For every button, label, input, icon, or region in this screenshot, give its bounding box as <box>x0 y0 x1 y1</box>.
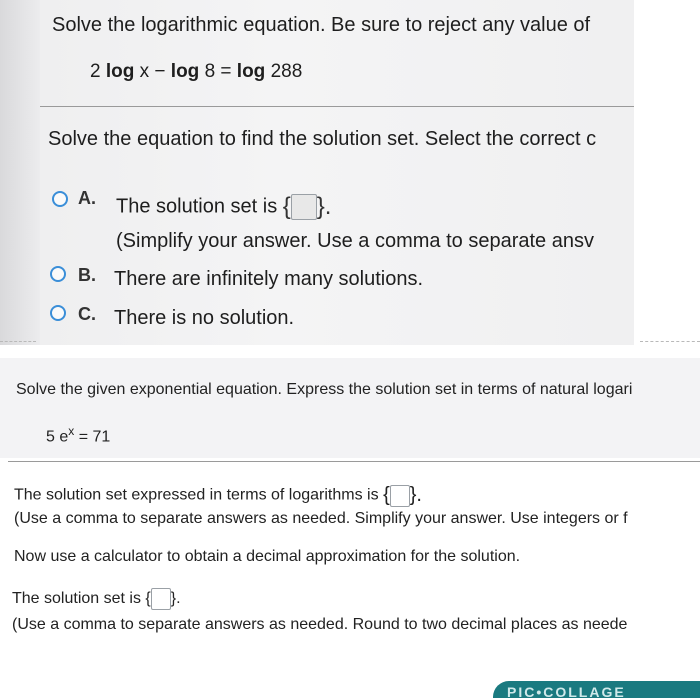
eq-x: x <box>134 61 150 82</box>
screen-right-edge <box>634 0 700 345</box>
decimal-answer-box[interactable] <box>151 588 171 610</box>
eq2-rhs: = 71 <box>74 428 111 446</box>
decimal-answer-note: (Use a comma to separate answers as needed. Round to two decimal places as neede <box>12 616 628 633</box>
brace-open: { <box>282 193 291 220</box>
decimal-answer-line <box>12 588 181 610</box>
dashed-separator-left <box>0 341 36 342</box>
eq2-exponent: x <box>68 424 75 438</box>
problem-2-instruction: Solve the given exponential equation. Express the solution set in terms of natural logari <box>16 381 633 398</box>
option-a-text <box>116 193 331 221</box>
calculator-prompt: Now use a calculator to obtain a decimal approximation for the solution. <box>14 548 521 565</box>
log-brace-close: }. <box>409 484 422 506</box>
eq2-coef: 5 e <box>46 428 69 446</box>
eq-log-3: log <box>236 61 266 82</box>
decimal-brace-open: { <box>145 590 151 607</box>
problem-2-equation <box>46 424 110 446</box>
option-a-radio[interactable] <box>52 191 68 207</box>
screen-left-edge <box>0 0 40 345</box>
problem-1-prompt: Solve the equation to find the solution set. Select the correct c <box>48 128 597 150</box>
option-b-radio[interactable] <box>50 266 66 282</box>
eq-minus: − <box>149 61 171 82</box>
option-c-radio[interactable] <box>50 305 66 321</box>
decimal-answer-label: The solution set is <box>12 590 141 608</box>
option-a-note: (Simplify your answer. Use a comma to separate ansv <box>116 230 594 252</box>
eq-coef: 2 <box>90 61 106 82</box>
option-b-letter: B. <box>78 265 96 285</box>
option-c-text: There is no solution. <box>114 307 295 329</box>
log-answer-line <box>14 484 422 507</box>
problem-1-divider <box>40 106 634 107</box>
problem-1-equation <box>90 61 302 83</box>
option-a-label: The solution set is <box>116 195 278 218</box>
option-b-text: There are infinitely many solutions. <box>114 268 424 290</box>
eq-log-1: log <box>105 61 135 82</box>
option-a-letter: A. <box>78 188 96 208</box>
problem-1-instruction: Solve the logarithmic equation. Be sure to reject any value of <box>52 14 591 36</box>
log-brace-open: { <box>383 484 390 506</box>
eq-rhs: 288 <box>265 61 303 82</box>
problem-2-divider <box>8 461 700 462</box>
decimal-brace-close: }. <box>170 590 181 607</box>
option-c-letter: C. <box>78 304 96 324</box>
eq-log-2: log <box>170 61 200 82</box>
log-answer-note: (Use a comma to separate answers as needed. Simplify your answer. Use integers or f <box>14 510 628 527</box>
log-answer-box[interactable] <box>390 485 410 507</box>
problem-1-panel <box>0 0 700 345</box>
log-answer-label: The solution set expressed in terms of logarithms is <box>14 486 379 504</box>
brace-close: }. <box>316 193 332 220</box>
pic-collage-watermark: PIC•COLLAGE <box>493 681 700 698</box>
dashed-separator-right <box>640 341 700 342</box>
eq-eight: 8 = <box>199 61 237 82</box>
option-a-answer-box[interactable] <box>291 194 317 220</box>
